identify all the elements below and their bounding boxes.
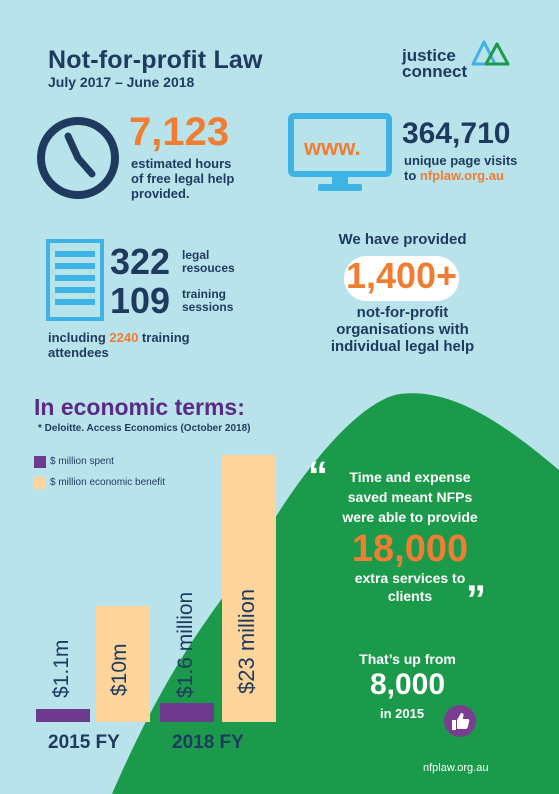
orgs-text-1: not-for-profit [356,304,449,321]
page-subtitle: July 2017 – June 2018 [48,74,195,90]
visits-value: 364,710 [402,117,511,150]
bar-spent-1 [160,703,214,722]
quote-line3: were able to provide [342,509,478,525]
quote-text-top [320,467,500,527]
resources-value: 322 [110,241,171,282]
page-title: Not-for-profit Law [48,46,263,74]
quote-line5: clients [387,588,433,604]
sessions-label-2: sessions [182,300,234,314]
bar-spent-0 [36,709,90,722]
hours-text-1: estimated hours [131,156,232,171]
category-label-2015: 2015 FY [48,732,120,753]
upfrom-value: 8,000 [369,668,446,701]
bar-label-spent-1: $1.6 million [174,591,197,698]
bar-label-benefit-0: $10m [108,643,131,696]
resources-label-1: legal [182,248,210,262]
visits-text-1: unique page visits [404,153,518,168]
visits-text-prefix: to [404,168,420,183]
upfrom-line2: in 2015 [380,706,425,721]
quote-open-mark: “ [308,454,328,498]
hours-text-2: of free legal help [131,171,235,186]
legend-label-benefit: $ million economic benefit [50,477,166,488]
attendees-value: 2240 [109,330,139,345]
visits-description [404,153,517,183]
hours-value: 7,123 [129,110,230,154]
hours-text-3: provided. [131,186,190,201]
logo-line2: connect [402,62,468,81]
attendees-prefix: including [48,330,110,345]
attendees-line2: attendees [48,345,109,360]
logo-icon [470,38,512,68]
sessions-label-1: training [182,287,226,301]
quote-value: 18,000 [351,528,469,570]
sessions-value: 109 [110,280,171,321]
logo-line1: justice [402,46,456,65]
visits-link[interactable]: nfplaw.org.au [419,168,504,183]
footer-url[interactable]: nfplaw.org.au [423,762,489,774]
quote-close-mark: ” [466,578,486,622]
legend-label-spent: $ million spent [50,456,114,467]
economic-source: * Deloitte. Access Economics (October 2018) [38,423,251,434]
orgs-value: 1,400+ [345,255,458,296]
category-label-2018: 2018 FY [172,732,244,753]
attendees-suffix: training [138,330,190,345]
bar-label-benefit-1: $23 million [234,588,259,694]
orgs-text-2: organisations with [336,321,469,338]
bar-label-spent-0: $1.1m [50,639,73,698]
provided-intro: We have provided [338,231,467,248]
orgs-text-3: individual legal help [330,338,475,355]
quote-line2: saved meant NFPs [347,489,473,505]
thumbs-up-icon [443,704,477,738]
quote-line4: extra services to [354,570,466,586]
resources-label-2: resouces [182,261,235,275]
www-label: www. [304,135,361,160]
quote-line1: Time and expense [349,469,471,485]
logo [402,48,467,80]
orgs-description [320,304,485,355]
economic-chart [0,0,300,722]
economic-heading: In economic terms: [34,394,245,420]
upfrom-line1: That’s up from [359,651,456,667]
